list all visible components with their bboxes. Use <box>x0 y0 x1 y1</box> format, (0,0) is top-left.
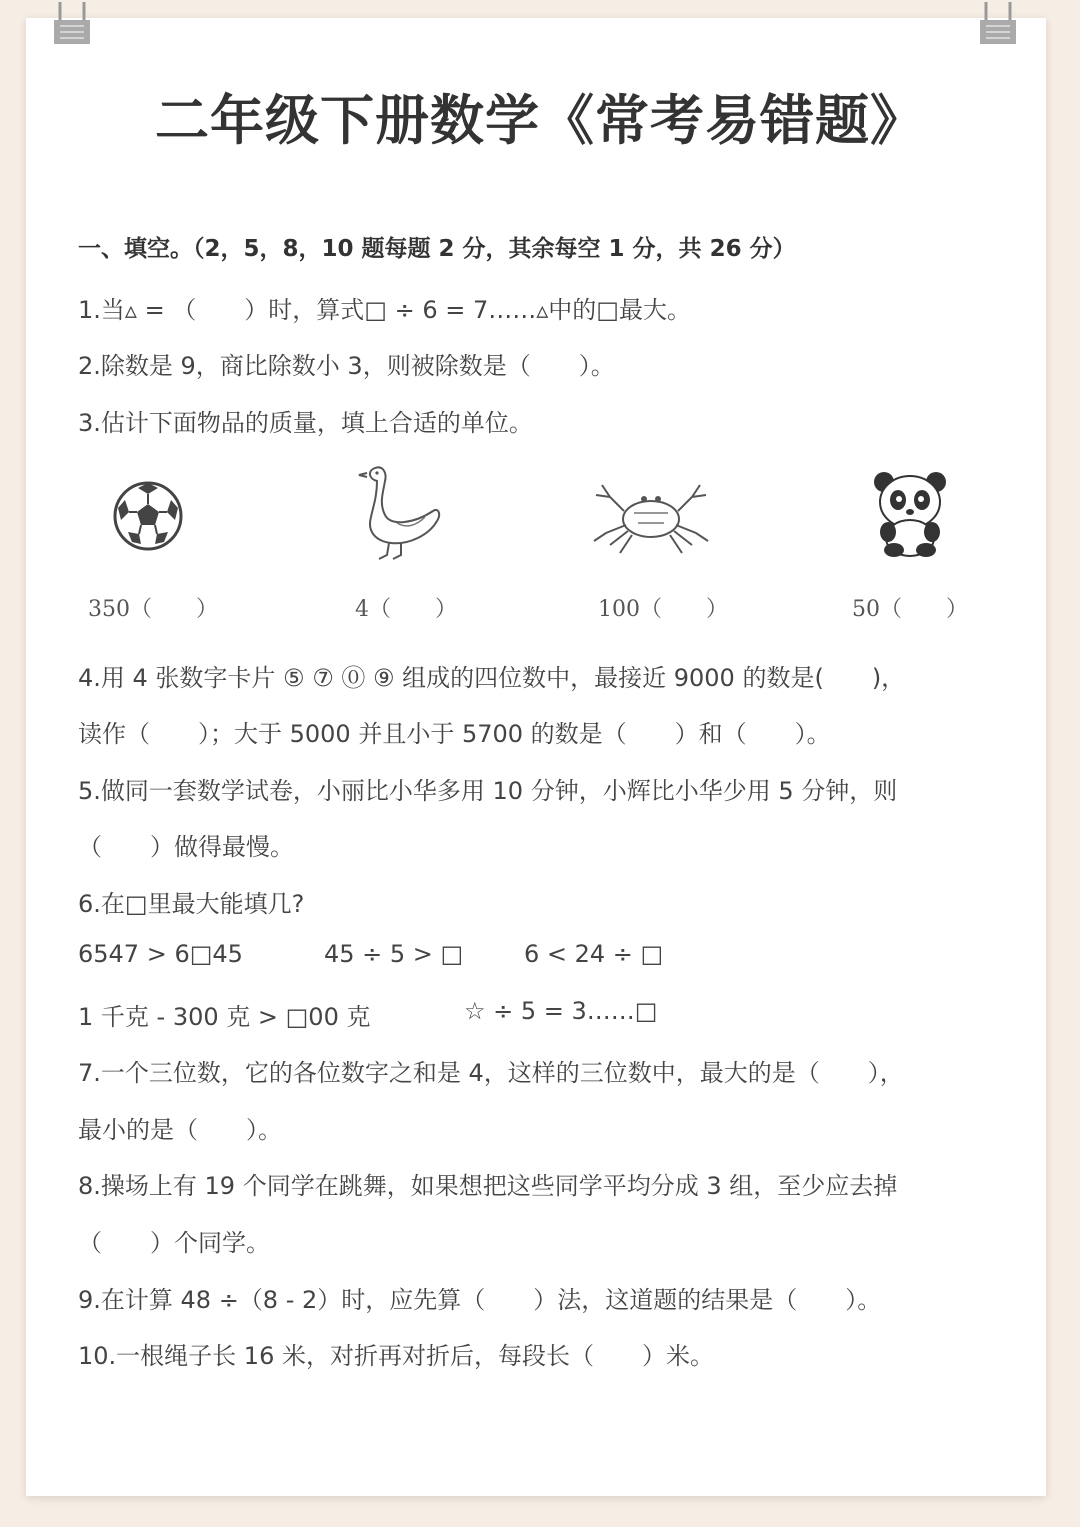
question-3: 3.估计下面物品的质量，填上合适的单位。 <box>78 409 533 437</box>
binder-clip-icon <box>50 0 94 46</box>
q6-expression: 6547 > 6□45 <box>78 940 243 968</box>
question-8-line-2: （ ）个同学。 <box>78 1229 270 1257</box>
question-4-line-1: 4.用 4 张数字卡片 ⑤ ⑦ ⓪ ⑨ 组成的四位数中，最接近 9000 的数是( )， <box>78 664 906 692</box>
question-2: 2.除数是 9，商比除数小 3，则被除数是（ ）。 <box>78 352 615 380</box>
section-heading: 一、填空。（2，5，8，10 题每题 2 分，其余每空 1 分，共 26 分） <box>78 236 796 262</box>
question-6: 6.在□里最大能填几? <box>78 890 305 918</box>
q6-expression: 1 千克 - 300 克 > □00 克 <box>78 1003 371 1031</box>
question-4-line-2: 读作（ ）；大于 5000 并且小于 5700 的数是（ ）和（ ）。 <box>78 720 831 748</box>
page-title: 二年级下册数学《常考易错题》 <box>155 89 925 152</box>
q6-expression: ☆ ÷ 5 = 3……□ <box>464 997 658 1025</box>
question-7-line-1: 7.一个三位数，它的各位数字之和是 4，这样的三位数中，最大的是（ ）， <box>78 1059 904 1087</box>
q6-expression: 6 < 24 ÷ □ <box>524 940 664 968</box>
soccer-ball-icon <box>112 480 184 552</box>
crab-icon <box>588 475 714 557</box>
question-7-line-2: 最小的是（ ）。 <box>78 1116 282 1144</box>
panda-icon <box>870 470 950 558</box>
question-8-line-1: 8.操场上有 19 个同学在跳舞，如果想把这些同学平均分成 3 组，至少应去掉 <box>78 1172 898 1200</box>
q3-caption-ball: 350（ ） <box>88 597 218 622</box>
q6-expression: 45 ÷ 5 > □ <box>324 940 464 968</box>
question-5-line-2: （ ）做得最慢。 <box>78 833 294 861</box>
question-1: 1.当▵ = （ ）时，算式□ ÷ 6 = 7……▵中的□最大。 <box>78 296 691 324</box>
question-5-line-1: 5.做同一套数学试卷，小丽比小华多用 10 分钟，小辉比小华少用 5 分钟，则 <box>78 777 898 805</box>
goose-icon <box>355 463 447 563</box>
q3-caption-crab: 100（ ） <box>598 597 728 622</box>
q3-caption-panda: 50（ ） <box>852 597 968 622</box>
question-10: 10.一根绳子长 16 米，对折再对折后，每段长（ ）米。 <box>78 1342 714 1370</box>
question-9: 9.在计算 48 ÷（8 - 2）时，应先算（ ）法，这道题的结果是（ ）。 <box>78 1286 882 1314</box>
binder-clip-icon <box>976 0 1020 46</box>
q3-caption-goose: 4（ ） <box>355 597 457 622</box>
